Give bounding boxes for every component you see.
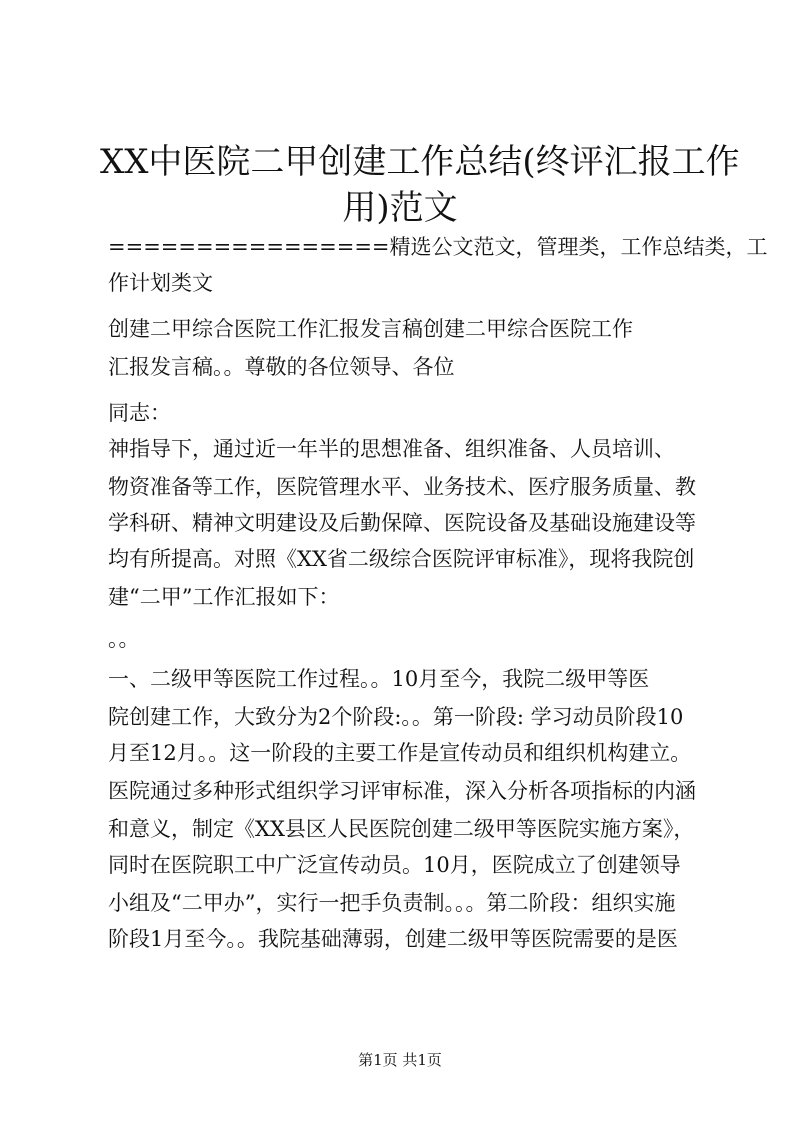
- body-line: ================精选公文范文，管理类，工作总结类，工: [108, 235, 768, 259]
- body-line: 同时在医院职工中广泛宣传动员。10月，医院成立了创建领导: [108, 853, 681, 877]
- body-line: 作计划类文: [108, 271, 213, 295]
- body-line: 创建二甲综合医院工作汇报发言稿创建二甲综合医院工作: [108, 317, 633, 341]
- body-line: 医院通过多种形式组织学习评审标准，深入分析各项指标的内涵: [108, 779, 696, 803]
- body-line: 建“二甲”工作汇报如下：: [108, 585, 340, 609]
- body-line: 。。: [108, 627, 140, 651]
- body-line: 神指导下，通过近一年半的思想准备、组织准备、人员培训、: [108, 437, 675, 461]
- body-line: 学科研、精神文明建设及后勤保障、医院设备及基础设施建设等: [108, 511, 696, 535]
- document-title-line-1: XX中医院二甲创建工作总结(终评汇报工作: [100, 142, 740, 182]
- body-line: 均有所提高。对照《XX省二级综合医院评审标准》，现将我院创: [108, 547, 695, 571]
- body-line: 物资准备等工作，医院管理水平、业务技术、医疗服务质量、教: [108, 475, 696, 499]
- body-line: 月至12月。。这一阶段的主要工作是宣传动员和组织机构建立。: [108, 741, 692, 765]
- page-footer: 第1页 共1页: [358, 1051, 442, 1069]
- document-title: [100, 140, 740, 232]
- body-line: 院创建工作，大致分为2个阶段:。。第一阶段: 学习动员阶段10: [108, 705, 684, 729]
- body-line: 阶段1月至今。。我院基础薄弱，创建二级甲等医院需要的是医: [108, 927, 678, 951]
- body-line: 一、二级甲等医院工作过程。。10月至今，我院二级甲等医: [108, 667, 650, 691]
- body-line: 汇报发言稿。。尊敬的各位领导、各位: [108, 355, 455, 379]
- body-line: 同志：: [108, 401, 171, 425]
- body-line: 小组及“二甲办”，实行一把手负责制。。。第二阶段：组织实施: [108, 891, 676, 915]
- document-title-line-2: 用)范文: [342, 188, 458, 228]
- body-line: 和意义，制定《XX县区人民医院创建二级甲等医院实施方案》，: [108, 817, 695, 841]
